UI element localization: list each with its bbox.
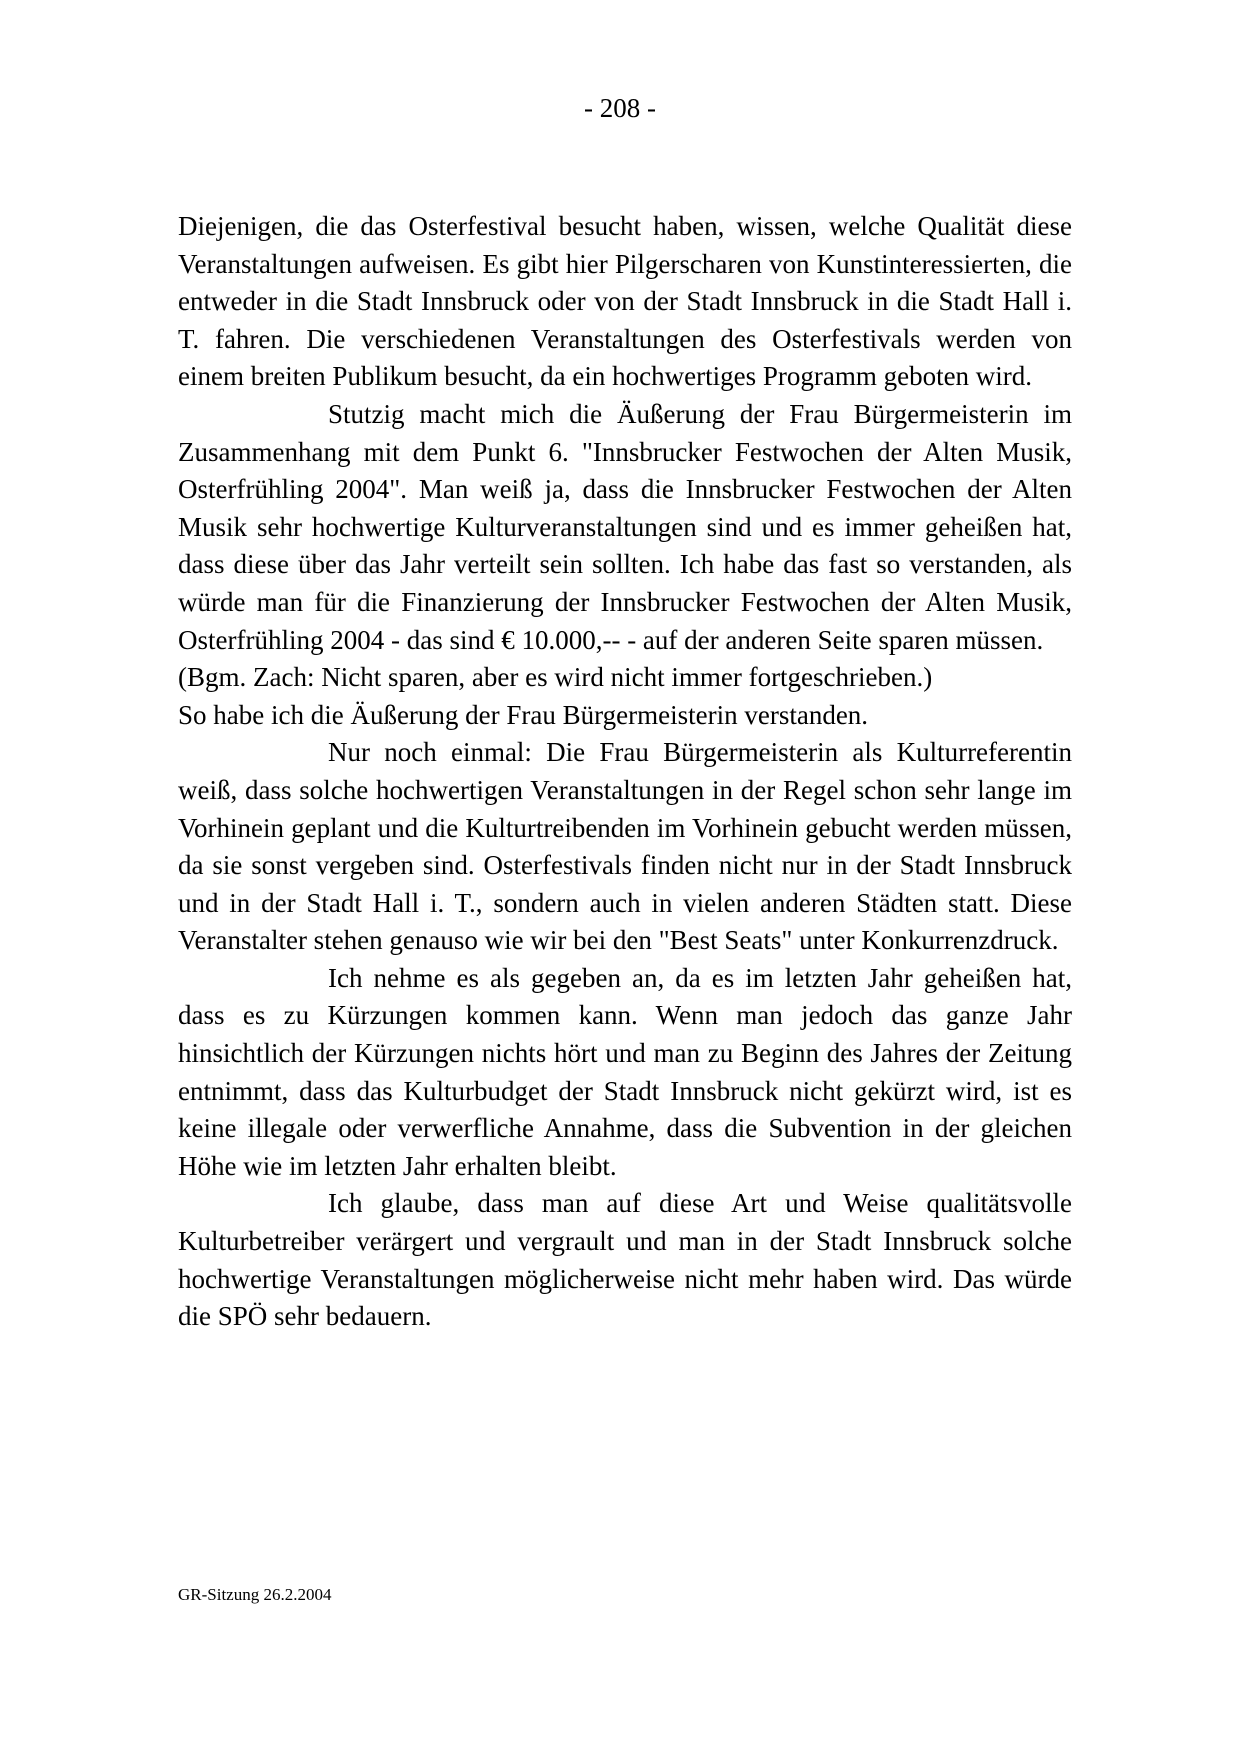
footer-session: GR-Sitzung 26.2.2004	[178, 1585, 332, 1604]
document-body	[178, 208, 1072, 1336]
paragraph-5: Ich nehme es als gegeben an, da es im letzten Jahr geheißen hat, dass es zu Kürzungen kommen kann. Wenn man jedoch das ganze Jahr hinsichtlich der Kürzungen nichts hört und man zu Beginn des Jahres der Zeitung entnimmt, dass das Kulturbudget der Stadt Innsbruck nicht gekürzt wird, ist es keine illegale oder verwerfliche Annahme, dass die Subvention in der gleichen Höhe wie im letzten Jahr erhalten bleibt.	[178, 962, 1072, 1181]
paragraph-1: Diejenigen, die das Osterfestival besucht haben, wissen, welche Qualität diese Veranstaltungen aufweisen. Es gibt hier Pilgerscharen von Kunstinteressierten, die entweder in die Stadt Innsbruck oder von der Stadt Innsbruck in die Stadt Hall i. T. fahren. Die verschiedenen Veranstaltungen des Osterfestivals werden von einem breiten Publikum besucht, da ein hochwertiges Programm geboten wird.	[178, 211, 1072, 392]
page-number: - 208 -	[584, 93, 656, 123]
paragraph-4: Nur noch einmal: Die Frau Bürgermeisterin als Kulturreferentin weiß, dass solche hochwertigen Veranstaltungen in der Regel schon sehr lange im Vorhinein geplant und die Kulturtreibenden im Vorhinein gebucht werden müssen, da sie sonst vergeben sind. Osterfestivals finden nicht nur in der Stadt Innsbruck und in der Stadt Hall i. T., sondern auch in vielen anderen Städten statt. Diese Veranstalter stehen genauso wie wir bei den "Best Seats" unter Konkurrenzdruck.	[178, 737, 1072, 956]
paragraph-3: So habe ich die Äußerung der Frau Bürgermeisterin verstanden.	[178, 699, 869, 730]
paragraph-6: Ich glaube, dass man auf diese Art und Weise qualitätsvolle Kulturbetreiber verärgert und vergrault und man in der Stadt Innsbruck solche hochwertige Veranstaltungen möglicherweise nicht mehr haben wird. Das würde die SPÖ sehr bedauern.	[178, 1188, 1072, 1332]
interjection: (Bgm. Zach: Nicht sparen, aber es wird nicht immer fortgeschrieben.)	[178, 662, 933, 693]
paragraph-2: Stutzig macht mich die Äußerung der Frau Bürgermeisterin im Zusammenhang mit dem Punkt 6. "Innsbrucker Festwochen der Alten Musik, Osterfrühling 2004". Man weiß ja, dass die Innsbrucker Festwochen der Alten Musik sehr hochwertige Kulturveranstaltungen sind und es immer geheißen hat, dass diese über das Jahr verteilt sein sollten. Ich habe das fast so verstanden, als würde man für die Finanzierung der Innsbrucker Festwochen der Alten Musik, Osterfrühling 2004 - das sind € 10.000,-- - auf der anderen Seite sparen müssen.	[178, 398, 1072, 655]
